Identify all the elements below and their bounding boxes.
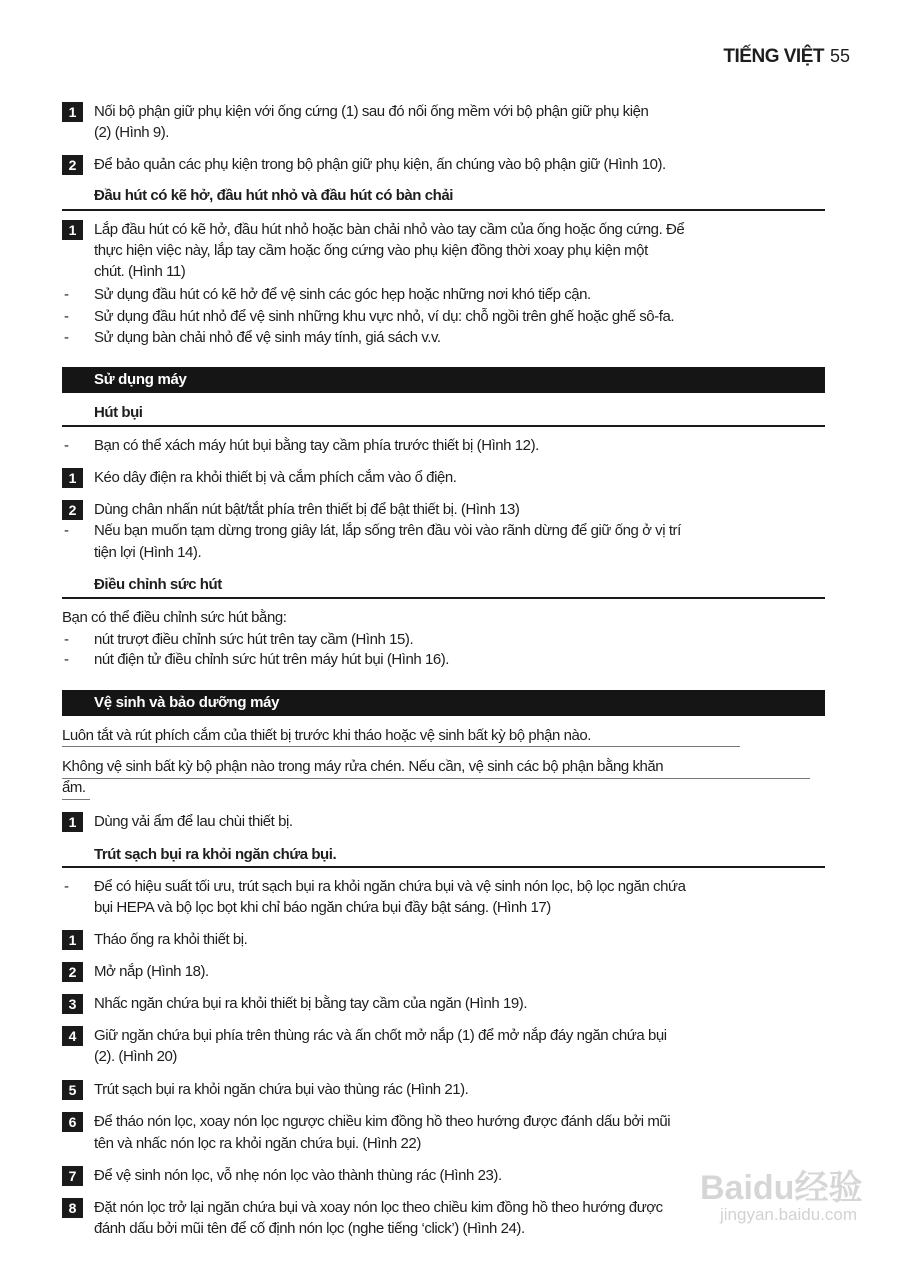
warning-text: Luôn tắt và rút phích cắm của thiết bị trước khi tháo hoặc vệ sinh bất kỳ bộ phận nào. [62, 727, 592, 744]
warning-underline [62, 746, 740, 747]
divider [62, 866, 825, 868]
step-text: Giữ ngăn chứa bụi phía trên thùng rác và ấn chốt mở nắp (1) để mở nắp đáy ngăn chứa bụi [94, 1027, 667, 1044]
subheading: Trút sạch bụi ra khỏi ngăn chứa bụi. [94, 846, 337, 863]
bullet-dash: - [64, 878, 69, 895]
step-text: Nhấc ngăn chứa bụi ra khỏi thiết bị bằng tay cầm của ngăn (Hình 19). [94, 995, 528, 1012]
step-text: Đặt nón lọc trở lại ngăn chứa bụi và xoay nón lọc theo chiều kim đồng hồ theo hướng được [94, 1199, 663, 1216]
divider [62, 597, 825, 599]
page-number: 55 [829, 46, 850, 66]
step-text: tên và nhấc nón lọc ra khỏi ngăn chứa bụi. (Hình 22) [94, 1135, 421, 1152]
subheading: Hút bụi [94, 404, 143, 421]
subheading: Điều chỉnh sức hút [94, 576, 222, 593]
step-text: Kéo dây điện ra khỏi thiết bị và cắm phích cắm vào ổ điện. [94, 469, 457, 486]
watermark-url: jingyan.baidu.com [720, 1205, 858, 1224]
warning-underline [62, 778, 810, 779]
bullet-dash: - [64, 651, 69, 668]
section-title: Sử dụng máy [94, 371, 187, 388]
bullet-dash: - [64, 437, 69, 454]
step-text: Mở nắp (Hình 18). [94, 963, 209, 980]
step-text: Để vệ sinh nón lọc, vỗ nhẹ nón lọc vào thành thùng rác (Hình 23). [94, 1167, 502, 1184]
step-text: chút. (Hình 11) [94, 263, 186, 280]
bullet-dash: - [64, 286, 69, 303]
bullet-text: tiện lợi (Hình 14). [94, 544, 202, 561]
page-header-language: TIẾNG VIỆT [723, 46, 824, 67]
step-badge: 2 [62, 500, 83, 520]
step-text: đánh dấu bởi mũi tên để cố định nón lọc (nghe tiếng ‘click’) (Hình 24). [94, 1220, 525, 1237]
step-text: Lắp đầu hút có kẽ hở, đầu hút nhỏ hoặc bàn chải nhỏ vào tay cầm của ống hoặc ống cứng. Để [94, 221, 685, 238]
warning-text: Không vệ sinh bất kỳ bộ phận nào trong máy rửa chén. Nếu cần, vệ sinh các bộ phận bằng khăn [62, 758, 664, 775]
step-text: Trút sạch bụi ra khỏi ngăn chứa bụi vào thùng rác (Hình 21). [94, 1081, 469, 1098]
bullet-text: Sử dụng bàn chải nhỏ để vệ sinh máy tính, giá sách v.v. [94, 329, 441, 346]
section-title: Vệ sinh và bảo dưỡng máy [94, 694, 280, 711]
bullet-text: Nếu bạn muốn tạm dừng trong giây lát, lắp sống trên đầu vòi vào rãnh dừng để giữ ống ở vị trí [94, 522, 681, 539]
bullet-text: nút trượt điều chỉnh sức hút trên tay cầm (Hình 15). [94, 631, 414, 648]
bullet-text: Để có hiệu suất tối ưu, trút sạch bụi ra khỏi ngăn chứa bụi và vệ sinh nón lọc, bộ lọc ngăn chứa [94, 878, 686, 895]
bullet-text: Sử dụng đầu hút nhỏ để vệ sinh những khu vực nhỏ, ví dụ: chỗ ngồi trên ghế hoặc ghế sô-fa. [94, 308, 675, 325]
step-text: Dùng vải ẩm để lau chùi thiết bị. [94, 813, 293, 830]
step-badge: 8 [62, 1198, 83, 1218]
bullet-text: Bạn có thể xách máy hút bụi bằng tay cầm phía trước thiết bị (Hình 12). [94, 437, 539, 454]
divider [62, 209, 825, 211]
step-text: Nối bộ phận giữ phụ kiện với ống cứng (1) sau đó nối ống mềm với bộ phận giữ phụ kiện [94, 103, 649, 120]
bullet-text: nút điện tử điều chỉnh sức hút trên máy hút bụi (Hình 16). [94, 651, 450, 668]
step-text: Dùng chân nhấn nút bật/tắt phía trên thiết bị để bật thiết bị. (Hình 13) [94, 501, 520, 518]
step-text: Để tháo nón lọc, xoay nón lọc ngược chiều kim đồng hồ theo hướng được đánh dấu bởi mũi [94, 1113, 671, 1130]
section-bar [62, 690, 825, 716]
bullet-dash: - [64, 522, 69, 539]
step-badge: 6 [62, 1112, 83, 1132]
bullet-dash: - [64, 631, 69, 648]
watermark-logo: Baidu经验 [700, 1169, 863, 1207]
step-text: (2). (Hình 20) [94, 1048, 177, 1065]
intro-text: Bạn có thể điều chỉnh sức hút bằng: [62, 609, 287, 626]
step-badge: 1 [62, 220, 83, 240]
warning-text: ẩm. [62, 779, 86, 796]
divider [62, 425, 825, 427]
warning-underline [62, 799, 90, 800]
step-badge: 7 [62, 1166, 83, 1186]
step-badge: 3 [62, 994, 83, 1014]
bullet-dash: - [64, 329, 69, 346]
step-badge: 1 [62, 812, 83, 832]
step-text: Tháo ống ra khỏi thiết bị. [94, 931, 248, 948]
step-badge: 1 [62, 468, 83, 488]
step-badge: 2 [62, 962, 83, 982]
subheading: Đầu hút có kẽ hở, đầu hút nhỏ và đầu hút có bàn chải [94, 187, 453, 204]
step-text: Để bảo quản các phụ kiện trong bộ phận giữ phụ kiện, ấn chúng vào bộ phận giữ (Hình 10). [94, 156, 666, 173]
step-badge: 5 [62, 1080, 83, 1100]
section-bar [62, 367, 825, 393]
step-badge: 2 [62, 155, 83, 175]
bullet-dash: - [64, 308, 69, 325]
step-text: (2) (Hình 9). [94, 124, 170, 141]
step-badge: 1 [62, 930, 83, 950]
step-badge: 4 [62, 1026, 83, 1046]
bullet-text: Sử dụng đầu hút có kẽ hở để vệ sinh các góc hẹp hoặc những nơi khó tiếp cận. [94, 286, 591, 303]
step-badge: 1 [62, 102, 83, 122]
step-text: thực hiện việc này, lắp tay cầm hoặc ống cứng vào phụ kiện đồng thời xoay phụ kiện một [94, 242, 648, 259]
bullet-text: bụi HEPA và bộ lọc bọt khi chỉ báo ngăn chứa bụi đầy bật sáng. (Hình 17) [94, 899, 551, 916]
